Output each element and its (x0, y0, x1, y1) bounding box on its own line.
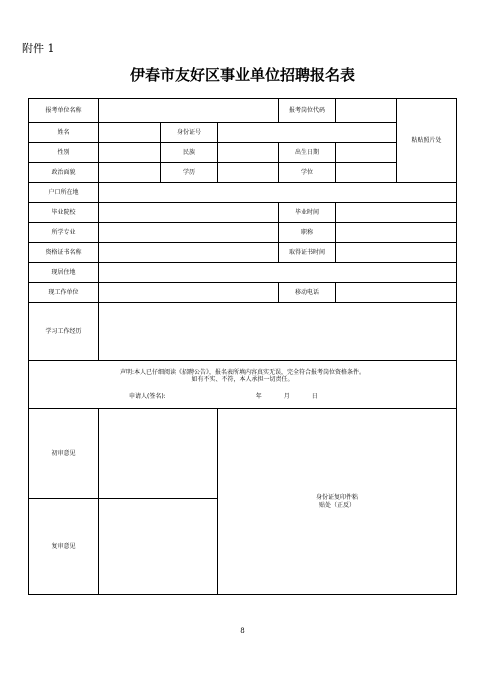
id-number-field[interactable] (218, 123, 397, 143)
current-employer-field[interactable] (99, 283, 279, 303)
day-label: 日 (311, 393, 318, 401)
declaration-line-1: 声明:本人已仔细阅读《招聘公告》，报名表所填内容真实无误，完全符合报考岗位资格条件。 (119, 368, 366, 376)
title-label: 职称 (279, 223, 336, 243)
declaration-cell (29, 361, 457, 409)
ethnicity-label: 民族 (161, 143, 218, 163)
attachment-label: 附件 1 (22, 42, 55, 55)
photo-label: 粘贴照片处 (411, 136, 442, 144)
major-field[interactable] (99, 223, 279, 243)
current-address-label: 现居住地 (29, 263, 99, 283)
apply-position-code-field[interactable] (336, 99, 397, 123)
birth-date-field[interactable] (336, 143, 397, 163)
declaration-line-2: 如有不实、不符，本人承担一切责任。 (191, 375, 294, 383)
id-copy-line-2: 贴处（正反） (319, 501, 356, 509)
current-address-field[interactable] (99, 263, 457, 283)
birth-date-label: 出生日期 (279, 143, 336, 163)
initial-review-field[interactable] (99, 409, 218, 499)
registration-form-table (28, 98, 457, 595)
mobile-field[interactable] (336, 283, 457, 303)
page-number: 8 (240, 627, 245, 635)
education-label: 学历 (161, 163, 218, 183)
id-copy-line-1: 身份证复印件粘 (316, 494, 359, 502)
degree-label: 学位 (279, 163, 336, 183)
initial-review-label: 初审意见 (29, 409, 99, 499)
certificate-time-field[interactable] (336, 243, 457, 263)
title-field[interactable] (336, 223, 457, 243)
form-title: 伊春市友好区事业单位招聘报名表 (129, 66, 355, 84)
study-work-history-field[interactable] (99, 303, 457, 361)
major-label: 所学专业 (29, 223, 99, 243)
apply-position-code-label: 报考岗位代码 (279, 99, 336, 123)
certificate-name-field[interactable] (99, 243, 279, 263)
re-review-label: 复审意见 (29, 499, 99, 595)
graduation-time-field[interactable] (336, 203, 457, 223)
graduate-school-label: 毕业院校 (29, 203, 99, 223)
household-field[interactable] (99, 183, 457, 203)
name-field[interactable] (99, 123, 161, 143)
gender-label: 性别 (29, 143, 99, 163)
current-employer-label: 现工作单位 (29, 283, 99, 303)
political-status-label: 政治面貌 (29, 163, 99, 183)
education-field[interactable] (218, 163, 279, 183)
graduation-time-label: 毕业时间 (279, 203, 336, 223)
re-review-field[interactable] (99, 499, 218, 595)
political-status-field[interactable] (99, 163, 161, 183)
id-number-label: 身份证号 (161, 123, 218, 143)
graduate-school-field[interactable] (99, 203, 279, 223)
ethnicity-field[interactable] (218, 143, 279, 163)
household-label: 户口所在地 (29, 183, 99, 203)
photo-area (397, 99, 457, 183)
gender-field[interactable] (99, 143, 161, 163)
certificate-name-label: 资格证书名称 (29, 243, 99, 263)
apply-unit-label: 报考单位名称 (29, 99, 99, 123)
year-label: 年 (255, 393, 262, 401)
study-work-history-label: 学习工作经历 (29, 303, 99, 361)
certificate-time-label: 取得证书时间 (279, 243, 336, 263)
month-label: 月 (283, 393, 290, 401)
mobile-label: 移动电话 (279, 283, 336, 303)
id-copy-area (218, 409, 457, 595)
signature-line (29, 393, 456, 400)
applicant-sign-label: 申请人(签名): (129, 393, 166, 401)
apply-unit-field[interactable] (99, 99, 279, 123)
degree-field[interactable] (336, 163, 397, 183)
name-label: 姓名 (29, 123, 99, 143)
